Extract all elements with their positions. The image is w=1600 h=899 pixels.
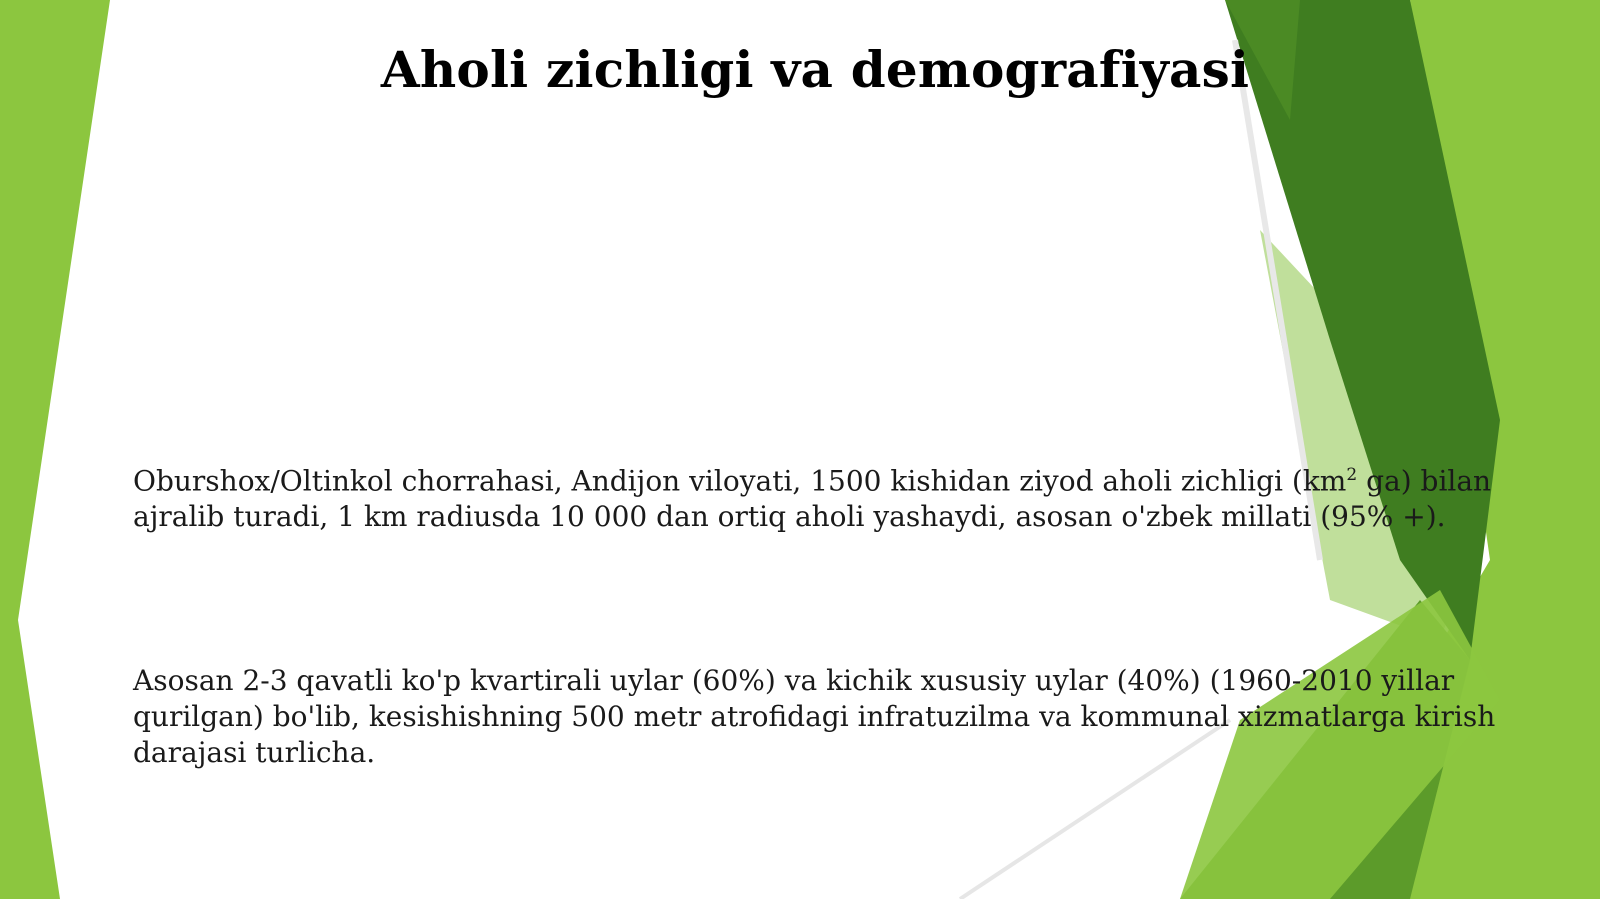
paragraph-density-text: Oburshox/Oltinkol chorrahasi, Andijon viloyati, 1500 kishidan ziyod aholi zichligi (km (133, 464, 1347, 498)
left-green-band (0, 0, 110, 899)
paragraph-housing: Asosan 2-3 qavatli ko'p kvartirali uylar (60%) va kichik xususiy uylar (40%) (1960-2010 yillar qurilgan) bo'lib, kesishishning 500 metr atrofidagi infratuzilma va kommunal xizmatlarga kirish darajasi turlicha. (133, 664, 1496, 769)
slide-title: Aholi zichligi va demografiyasi (380, 40, 1250, 99)
paragraph-density-text-end: ga) bilan ajralib turadi, 1 km radiusda 10 000 dan ortiq aholi yashaydi, asosan o'zbek millati (95% +). (133, 464, 1492, 534)
paragraph-density (133, 457, 1513, 535)
superscript-2: 2 (1346, 465, 1358, 485)
